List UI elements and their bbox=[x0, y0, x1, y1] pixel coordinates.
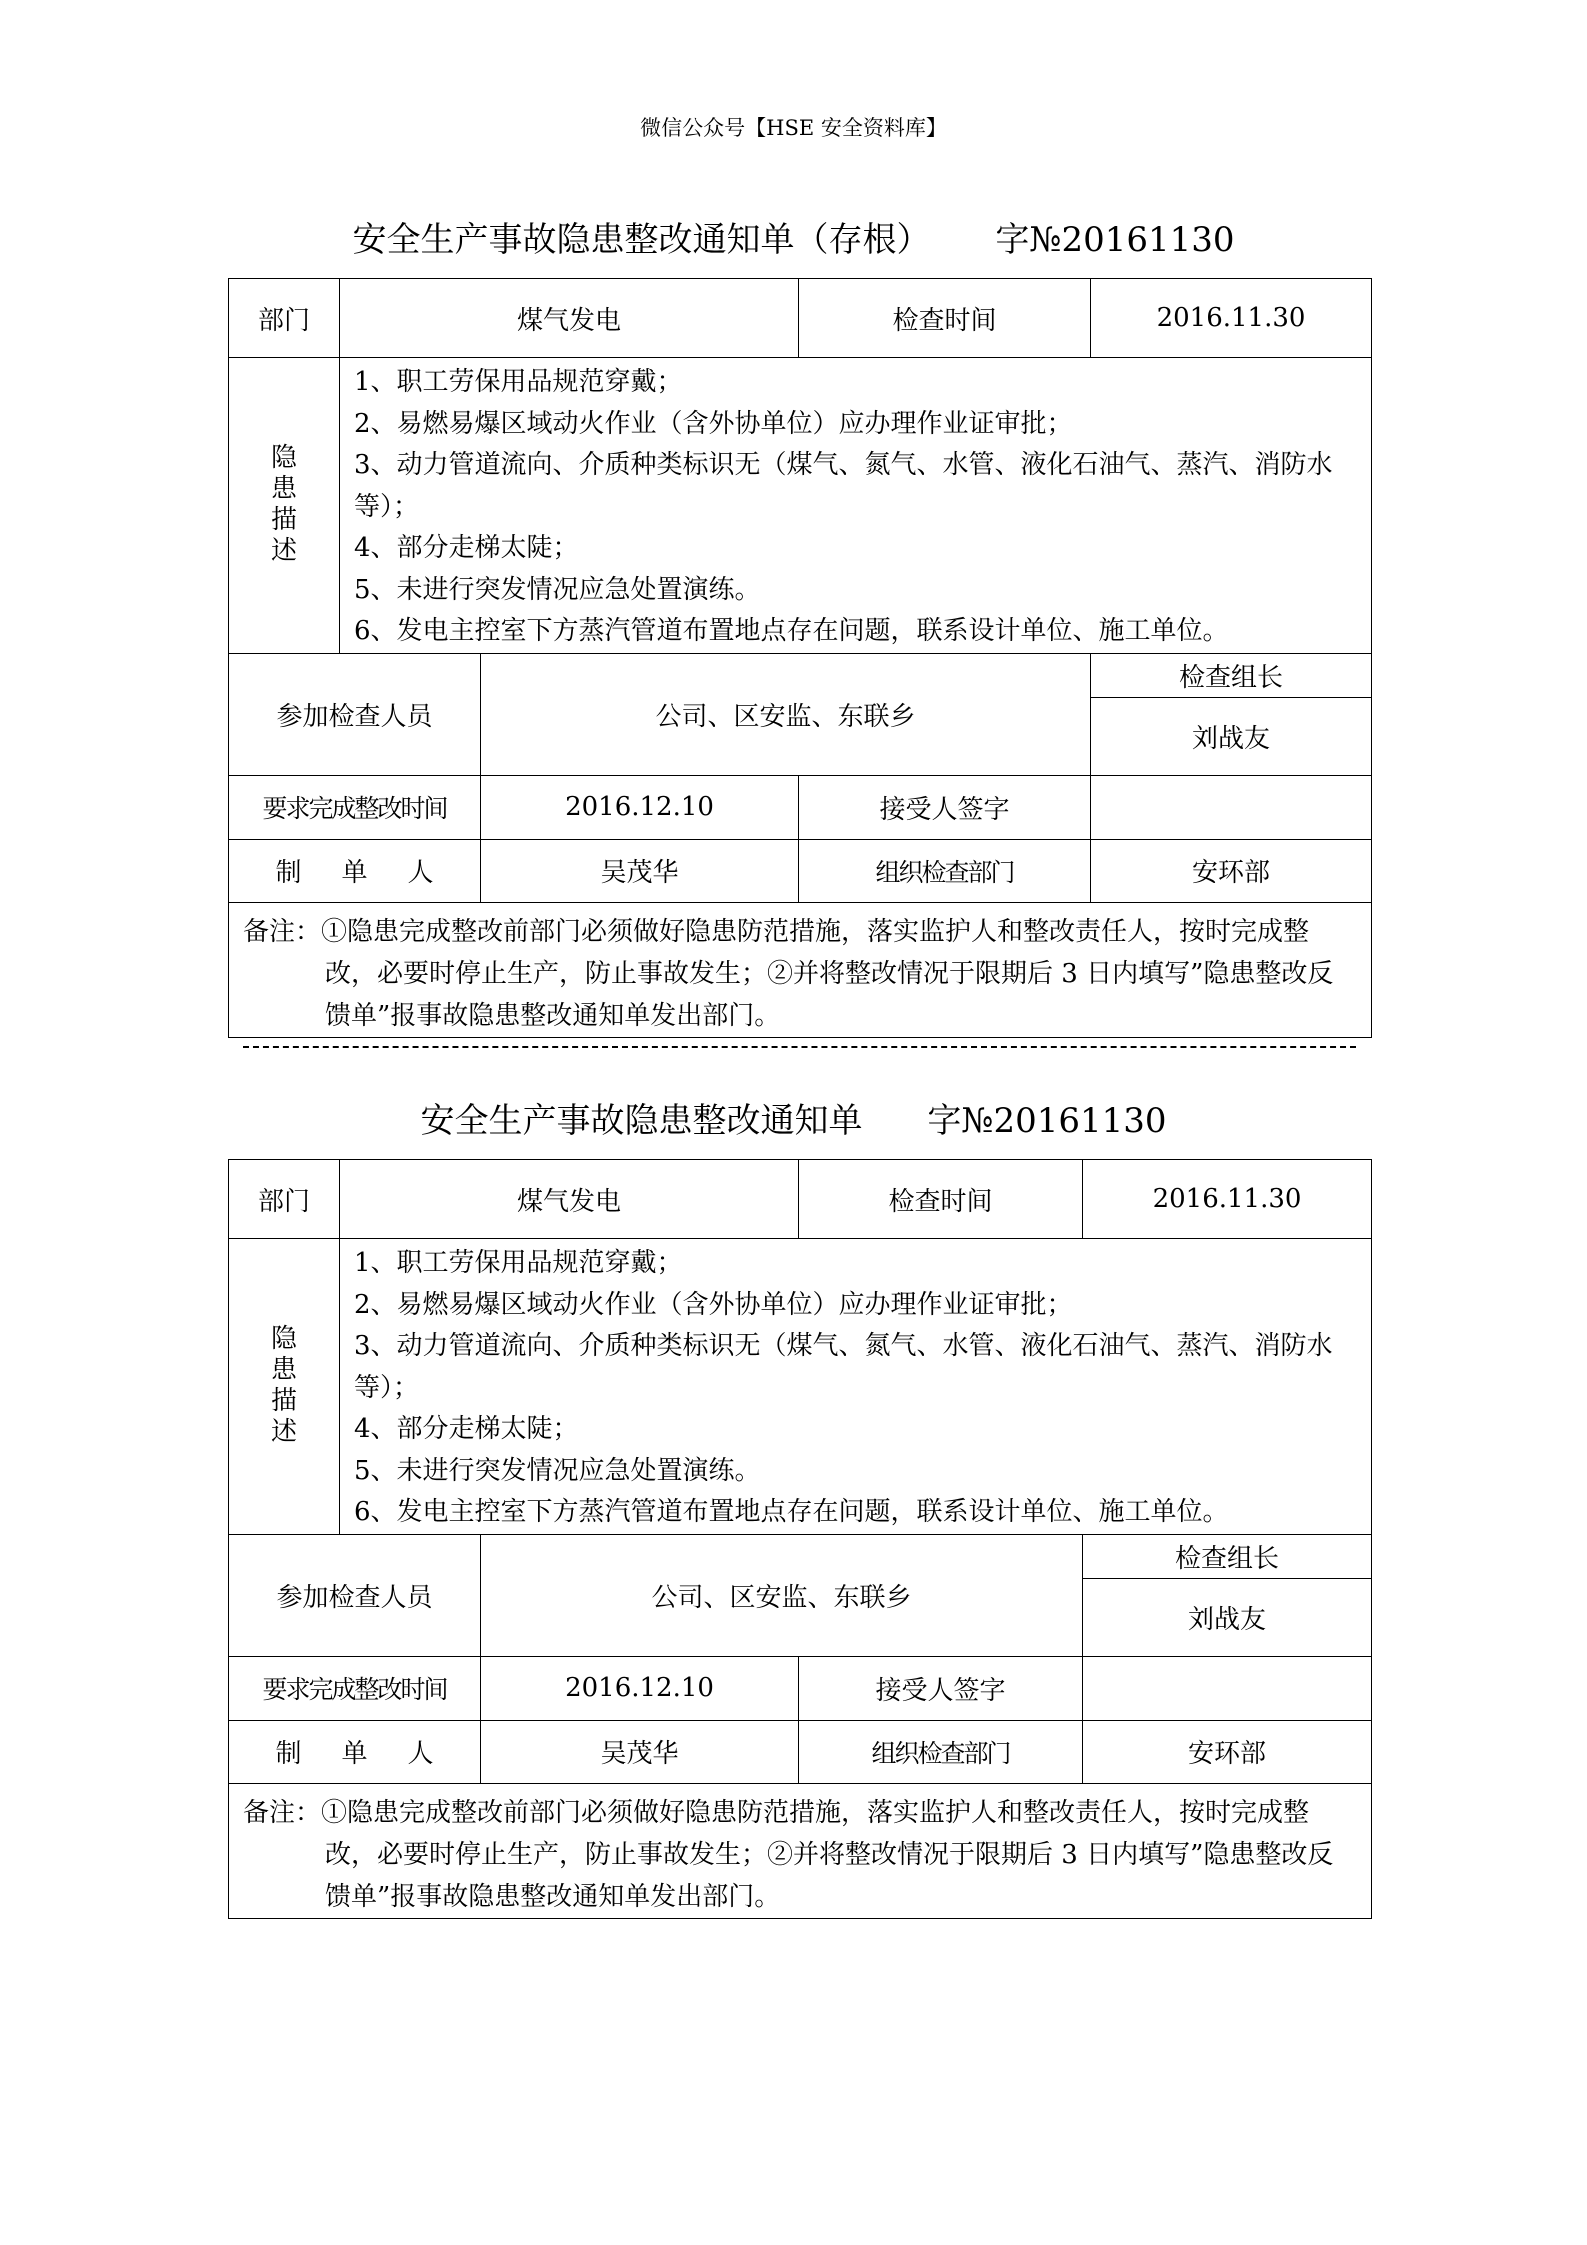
hazard-item: 1、职工劳保用品规范穿戴； bbox=[354, 1248, 683, 1278]
dept-value: 煤气发电 bbox=[340, 279, 799, 358]
leader-label: 检查组长 bbox=[1091, 653, 1372, 697]
maker-label: 制单人 bbox=[229, 839, 481, 902]
org-dept-label: 组织检查部门 bbox=[799, 1720, 1083, 1783]
header-note: 微信公众号【HSE 安全资料库】 bbox=[640, 116, 947, 140]
maker-value: 吴茂华 bbox=[481, 1720, 799, 1783]
dept-label: 部门 bbox=[229, 279, 340, 358]
hazard-item: 4、部分走梯太陡； bbox=[354, 533, 579, 563]
deadline-value: 2016.12.10 bbox=[481, 775, 799, 839]
hazard-item: 4、部分走梯太陡； bbox=[354, 1414, 579, 1444]
form-title-text: 安全生产事故隐患整改通知单 bbox=[420, 1101, 863, 1141]
hazard-label bbox=[229, 1239, 340, 1535]
hazard-item: 3、动力管道流向、介质种类标识无（煤气、氮气、水管、液化石油气、蒸汽、消防水等）； bbox=[354, 450, 1333, 522]
check-time-value: 2016.11.30 bbox=[1083, 1160, 1372, 1239]
form-number: 字№20161130 bbox=[995, 220, 1235, 260]
remarks-text: 备注：①隐患完成整改前部门必须做好隐患防范措施，落实监护人和整改责任人，按时完成整改，必要时停止生产，防止事故发生；②并将整改情况于限期后 3 日内填写”隐患整改反馈单”报事故隐患整改通知单发出部门。 bbox=[243, 916, 1334, 1031]
hazard-item: 6、发电主控室下方蒸汽管道布置地点存在问题，联系设计单位、施工单位。 bbox=[354, 616, 1229, 646]
participants-value: 公司、区安监、东联乡 bbox=[481, 1534, 1083, 1656]
hazard-item: 2、易燃易爆区域动火作业（含外协单位）应办理作业证审批； bbox=[354, 1289, 1073, 1320]
leader-label: 检查组长 bbox=[1083, 1534, 1372, 1578]
check-time-label: 检查时间 bbox=[799, 279, 1091, 358]
org-dept-label: 组织检查部门 bbox=[799, 839, 1091, 902]
hazard-description bbox=[340, 1239, 1372, 1535]
hazard-description bbox=[340, 358, 1372, 654]
receiver-signature[interactable] bbox=[1091, 775, 1372, 839]
receiver-signature[interactable] bbox=[1083, 1656, 1372, 1720]
hazard-item: 6、发电主控室下方蒸汽管道布置地点存在问题，联系设计单位、施工单位。 bbox=[354, 1497, 1229, 1527]
hazard-item: 5、未进行突发情况应急处置演练。 bbox=[354, 1455, 761, 1486]
dept-label: 部门 bbox=[229, 1160, 340, 1239]
leader-value: 刘战友 bbox=[1091, 697, 1372, 775]
hazard-label-text: 隐 患 描 述 bbox=[270, 1324, 297, 1448]
hazard-item: 1、职工劳保用品规范穿戴； bbox=[354, 367, 683, 397]
leader-value: 刘战友 bbox=[1083, 1578, 1372, 1656]
org-dept-value: 安环部 bbox=[1083, 1720, 1372, 1783]
hazard-item: 5、未进行突发情况应急处置演练。 bbox=[354, 574, 761, 605]
form-title-text: 安全生产事故隐患整改通知单（存根） bbox=[352, 220, 931, 260]
deadline-value: 2016.12.10 bbox=[481, 1656, 799, 1720]
cut-line-divider bbox=[243, 1046, 1356, 1048]
form-title-notice bbox=[0, 1093, 1587, 1142]
form-title-stub bbox=[0, 212, 1587, 261]
org-dept-value: 安环部 bbox=[1091, 839, 1372, 902]
participants-label: 参加检查人员 bbox=[229, 653, 481, 775]
check-time-label: 检查时间 bbox=[799, 1160, 1083, 1239]
maker-value: 吴茂华 bbox=[481, 839, 799, 902]
notice-form-stub bbox=[228, 278, 1372, 1038]
maker-label: 制单人 bbox=[229, 1720, 481, 1783]
remarks-text: 备注：①隐患完成整改前部门必须做好隐患防范措施，落实监护人和整改责任人，按时完成整改，必要时停止生产，防止事故发生；②并将整改情况于限期后 3 日内填写”隐患整改反馈单”报事故隐患整改通知单发出部门。 bbox=[243, 1797, 1334, 1912]
deadline-label: 要求完成整改时间 bbox=[229, 1656, 481, 1720]
notice-form bbox=[228, 1159, 1372, 1919]
receiver-label: 接受人签字 bbox=[799, 1656, 1083, 1720]
participants-label: 参加检查人员 bbox=[229, 1534, 481, 1656]
remarks bbox=[229, 902, 1372, 1037]
remarks bbox=[229, 1783, 1372, 1918]
hazard-item: 3、动力管道流向、介质种类标识无（煤气、氮气、水管、液化石油气、蒸汽、消防水等）； bbox=[354, 1331, 1333, 1403]
check-time-value: 2016.11.30 bbox=[1091, 279, 1372, 358]
receiver-label: 接受人签字 bbox=[799, 775, 1091, 839]
hazard-label-text: 隐 患 描 述 bbox=[270, 443, 297, 567]
dept-value: 煤气发电 bbox=[340, 1160, 799, 1239]
deadline-label: 要求完成整改时间 bbox=[229, 775, 481, 839]
hazard-item: 2、易燃易爆区域动火作业（含外协单位）应办理作业证审批； bbox=[354, 408, 1073, 439]
form-number: 字№20161130 bbox=[927, 1101, 1167, 1141]
hazard-label bbox=[229, 358, 340, 654]
participants-value: 公司、区安监、东联乡 bbox=[481, 653, 1091, 775]
